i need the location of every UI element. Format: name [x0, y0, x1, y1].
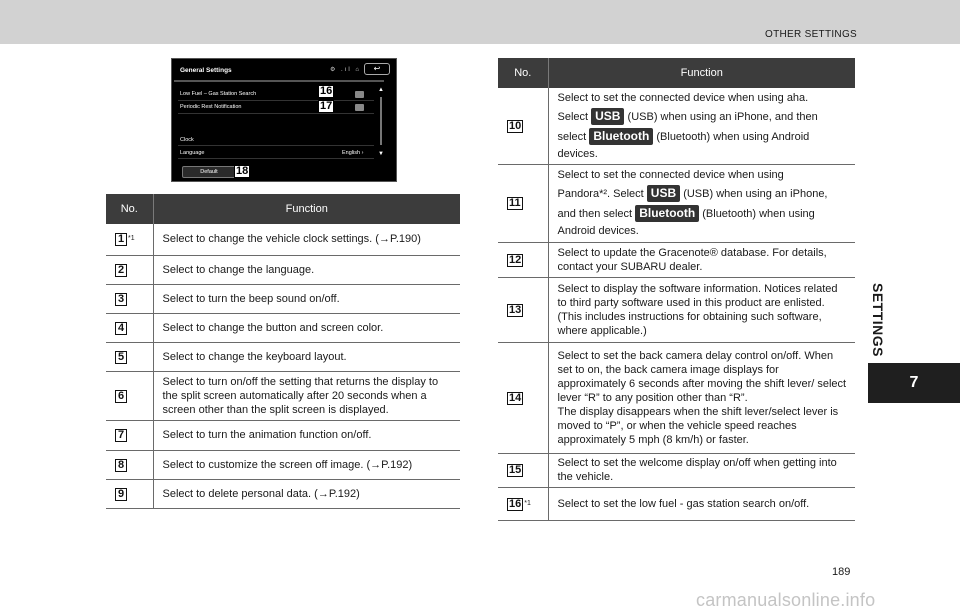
- table-row: [106, 255, 460, 284]
- column-header-no: No.: [498, 58, 548, 88]
- table-row: [106, 420, 460, 450]
- default-button: Default: [182, 166, 236, 178]
- toggle-icon: [355, 104, 364, 111]
- item-number: 1: [115, 233, 127, 246]
- scroll-track: [380, 97, 382, 145]
- function-text: Select to set the welcome display on/off when getting into the vehicle.: [548, 453, 855, 487]
- table-row: [106, 371, 460, 420]
- function-line: Select: [557, 110, 589, 123]
- column-header-function: Function: [548, 58, 855, 88]
- item-number: 14: [509, 391, 522, 404]
- screen-row-rest-notification: Periodic Rest Notification: [180, 104, 242, 110]
- function-text: Select to change the vehicle clock settings. (→P.190): [153, 224, 460, 255]
- screen-row-clock: Clock: [180, 137, 194, 143]
- section-title: OTHER SETTINGS: [765, 29, 857, 40]
- column-header-function: Function: [153, 194, 460, 224]
- item-number: 9: [115, 488, 127, 501]
- toggle-icon: [355, 91, 364, 98]
- table-row: [498, 88, 855, 164]
- status-icons: ⚙ .ıl ⌂: [330, 67, 362, 73]
- function-text: Select to set the low fuel - gas station search on/off.: [548, 487, 855, 520]
- function-text: Select to turn on/off the setting that returns the display to the split screen automatically after 20 seconds when a screen other than the split screen is displayed.: [153, 371, 460, 420]
- function-text: Select to turn the beep sound on/off.: [153, 284, 460, 313]
- usb-key: USB: [591, 108, 624, 125]
- item-number: 10: [509, 119, 522, 132]
- table-row: [106, 450, 460, 479]
- item-number: 5: [115, 351, 127, 364]
- function-text: Select to turn the animation function on/off.: [153, 420, 460, 450]
- function-text: Select to change the button and screen color.: [153, 313, 460, 342]
- function-line: devices.: [557, 147, 598, 160]
- function-line: The display disappears when the shift lever/select lever is moved to “P”, or when the vehicle speed reaches approximately 5 mph (8 km/h) or faster.: [557, 405, 839, 446]
- title-divider: [174, 80, 384, 82]
- table-row: [498, 342, 855, 453]
- function-line: (USB) when using an iPhone, and then: [627, 110, 818, 123]
- table-row: [106, 342, 460, 371]
- function-text: Select to customize the screen off image. (→P.192): [153, 450, 460, 479]
- scroll-up-icon: ▲: [378, 87, 384, 93]
- watermark: carmanualsonline.info: [696, 590, 876, 610]
- row-divider: [178, 158, 374, 159]
- table-row: [106, 224, 460, 255]
- callout-17: 17: [320, 100, 333, 112]
- function-line: Select to set the connected device when using: [557, 169, 784, 181]
- usb-key: USB: [647, 185, 680, 202]
- chapter-label: SETTINGS: [870, 282, 887, 358]
- item-number: 16: [509, 497, 522, 510]
- function-line: Select to set the connected device when using aha.: [557, 91, 809, 104]
- function-text: [548, 342, 855, 453]
- item-number: 2: [115, 264, 127, 277]
- row-divider: [178, 113, 374, 114]
- function-text: Select to display the software information. Notices related to third party software used in this product are enlisted. (This includes instructions for obtaining such software, where applicable.): [548, 277, 855, 342]
- footnote-mark: *1: [524, 499, 531, 507]
- item-number: 12: [509, 253, 522, 266]
- function-line: Select to set the back camera delay control on/off. When set to on, the back camera image displays for approximately 6 seconds after moving the shift lever/ select lever “R” to any position other than “R”.: [557, 349, 847, 404]
- function-table-right: [498, 58, 855, 521]
- function-text: Select to delete personal data. (→P.192): [153, 479, 460, 508]
- back-icon: ↩: [364, 63, 390, 75]
- item-number: 6: [115, 390, 127, 403]
- scroll-down-icon: ▼: [378, 151, 384, 157]
- function-text: Select to change the keyboard layout.: [153, 342, 460, 371]
- item-number: 13: [509, 303, 522, 316]
- function-line: Android devices.: [557, 225, 639, 237]
- table-row: [498, 277, 855, 342]
- table-row: [106, 313, 460, 342]
- function-text: Select to update the Gracenote® database. For details, contact your SUBARU dealer.: [548, 242, 855, 277]
- table-row: [498, 242, 855, 277]
- table-row: [106, 284, 460, 313]
- row-divider: [178, 100, 374, 101]
- function-line: (Bluetooth) when using: [702, 208, 815, 220]
- language-value: English ›: [342, 150, 364, 156]
- table-row: [106, 479, 460, 508]
- screen-row-language: Language: [180, 150, 205, 156]
- bluetooth-key: Bluetooth: [635, 205, 699, 222]
- function-line: (USB) when using an iPhone,: [683, 188, 828, 200]
- item-number: 8: [115, 459, 127, 472]
- screen-row-low-fuel: Low Fuel – Gas Station Search: [180, 91, 257, 97]
- function-table-left: [106, 194, 460, 509]
- item-number: 11: [509, 197, 521, 209]
- function-text: Select to change the language.: [153, 255, 460, 284]
- item-number: 3: [115, 293, 127, 306]
- scrollbar: [378, 87, 384, 159]
- page-number: 189: [832, 566, 851, 578]
- table-row: [498, 164, 855, 242]
- row-divider: [178, 145, 374, 146]
- general-settings-screenshot: [171, 58, 397, 182]
- function-text: [548, 164, 855, 242]
- column-header-no: No.: [106, 194, 153, 224]
- table-row: [498, 453, 855, 487]
- chapter-number: 7: [868, 363, 960, 403]
- function-line: Pandora*². Select: [557, 188, 644, 200]
- table-row: [498, 487, 855, 520]
- function-text: [548, 88, 855, 164]
- callout-16: 16: [320, 85, 333, 97]
- function-line: (Bluetooth) when using Android: [656, 130, 810, 143]
- function-line: select: [557, 130, 587, 143]
- item-number: 7: [115, 429, 127, 442]
- footnote-mark: *1: [128, 235, 135, 243]
- function-line: and then select: [557, 208, 633, 220]
- callout-18: 18: [236, 165, 249, 177]
- screen-title: General Settings: [180, 67, 232, 74]
- item-number: 15: [509, 464, 522, 476]
- item-number: 4: [115, 322, 127, 335]
- bluetooth-key: Bluetooth: [589, 128, 653, 145]
